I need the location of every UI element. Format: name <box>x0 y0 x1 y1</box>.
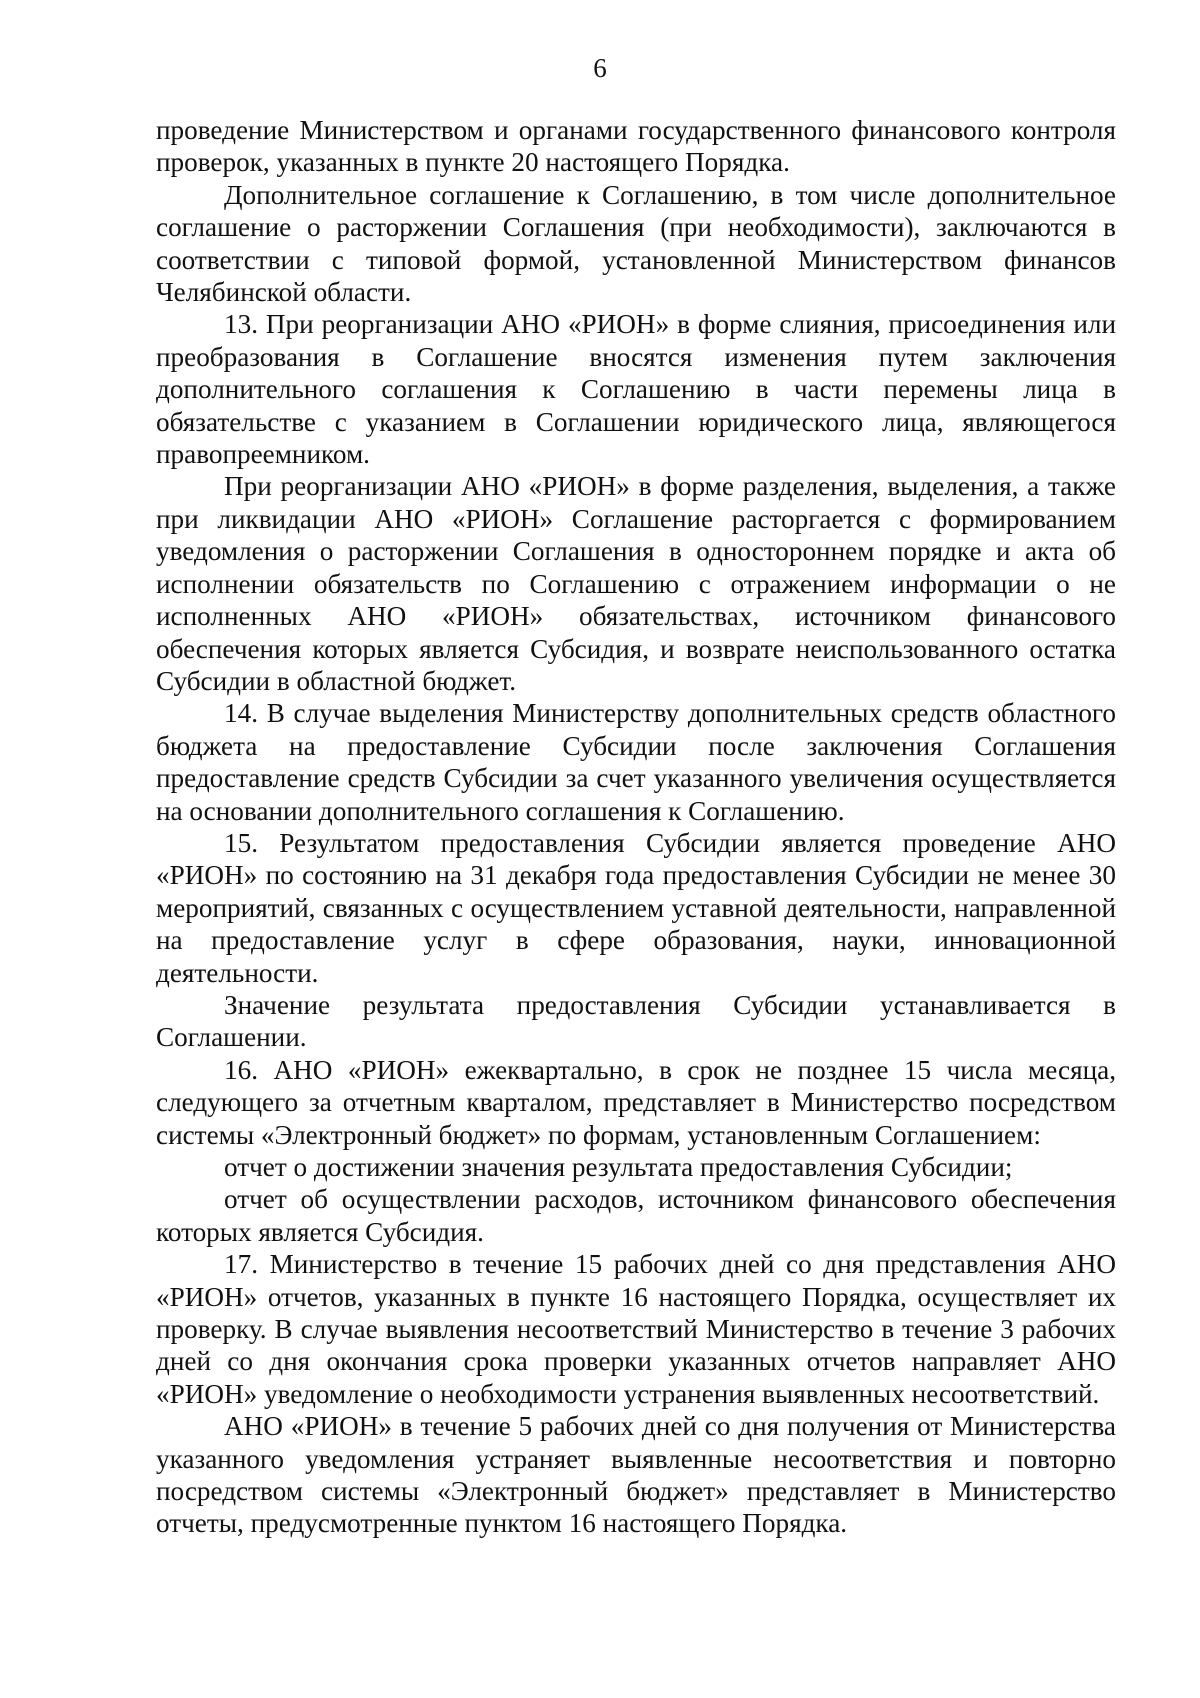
paragraph-result-value: Значение результата предоставления Субсидии устанавливается в Соглашении. <box>156 989 1116 1053</box>
paragraph-corrections: АНО «РИОН» в течение 5 рабочих дней со дня получения от Министерства указанного уведомления устраняет выявленные несоответствия и повторно посредством системы «Электронный бюджет» представляет в Министерство отчеты, предусмотренные пунктом 16 настоящего Порядка. <box>156 1411 1116 1539</box>
paragraph-report-expenses: отчет об осуществлении расходов, источником финансового обеспечения которых является Субсидия. <box>156 1184 1116 1247</box>
paragraph-item-15: 15. Результатом предоставления Субсидии является проведение АНО «РИОН» по состоянию на 31 декабря года предоставления Субсидии не менее 30 мероприятий, связанных с осуществлением уставной деятельности, направленной на предоставление услуг в сфере образования, науки, инновационной деятельности. <box>156 827 1116 988</box>
paragraph-item-16: 16. АНО «РИОН» ежеквартально, в срок не позднее 15 числа месяца, следующего за отчетным кварталом, представляет в Министерство посредством системы «Электронный бюджет» по формам, установленным Соглашением: <box>156 1054 1116 1150</box>
paragraph-item-17: 17. Министерство в течение 15 рабочих дней со дня представления АНО «РИОН» отчетов, указанных в пункте 16 настоящего Порядка, осуществляет их проверку. В случае выявления несоответствий Министерство в течение 3 рабочих дней со дня окончания срока проверки указанных отчетов направляет АНО «РИОН» уведомление о необходимости устранения выявленных несоответствий. <box>156 1249 1116 1409</box>
paragraph-item-13: 13. При реорганизации АНО «РИОН» в форме слияния, присоединения или преобразования в Соглашение вносятся изменения путем заключения дополнительного соглашения к Соглашению в части перемены лица в обязательстве с указанием в Соглашении юридического лица, являющегося правопреемником. <box>156 309 1116 470</box>
paragraph-report-result: отчет о достижении значения результата предоставления Субсидии; <box>224 1152 1013 1182</box>
page-number: 6 <box>593 53 607 83</box>
paragraph-item-14: 14. В случае выделения Министерству дополнительных средств областного бюджета на предоставление Субсидии после заключения Соглашения предоставление средств Субсидии за счет указанного увеличения осуществляется на основании дополнительного соглашения к Соглашению. <box>156 698 1116 826</box>
document-body <box>156 114 1116 1540</box>
paragraph-continuation: проведение Министерством и органами государственного финансового контроля проверок, указанных в пункте 20 настоящего Порядка. <box>156 115 1116 178</box>
paragraph-additional-agreement: Дополнительное соглашение к Соглашению, в том числе дополнительное соглашение о расторжении Соглашения (при необходимости), заключаются в соответствии с типовой формой, установленной Министерством финансов Челябинской области. <box>156 179 1116 308</box>
paragraph-reorganization-division: При реорганизации АНО «РИОН» в форме разделения, выделения, а также при ликвидации АНО «РИОН» Соглашение расторгается с формированием уведомления о расторжении Соглашения в одностороннем порядке и акта об исполнении обязательств по Соглашению с отражением информации о не исполненных АНО «РИОН» обязательствах, источником финансового обеспечения которых является Субсидия, и возврате неиспользованного остатка Субсидии в областной бюджет. <box>156 471 1116 696</box>
